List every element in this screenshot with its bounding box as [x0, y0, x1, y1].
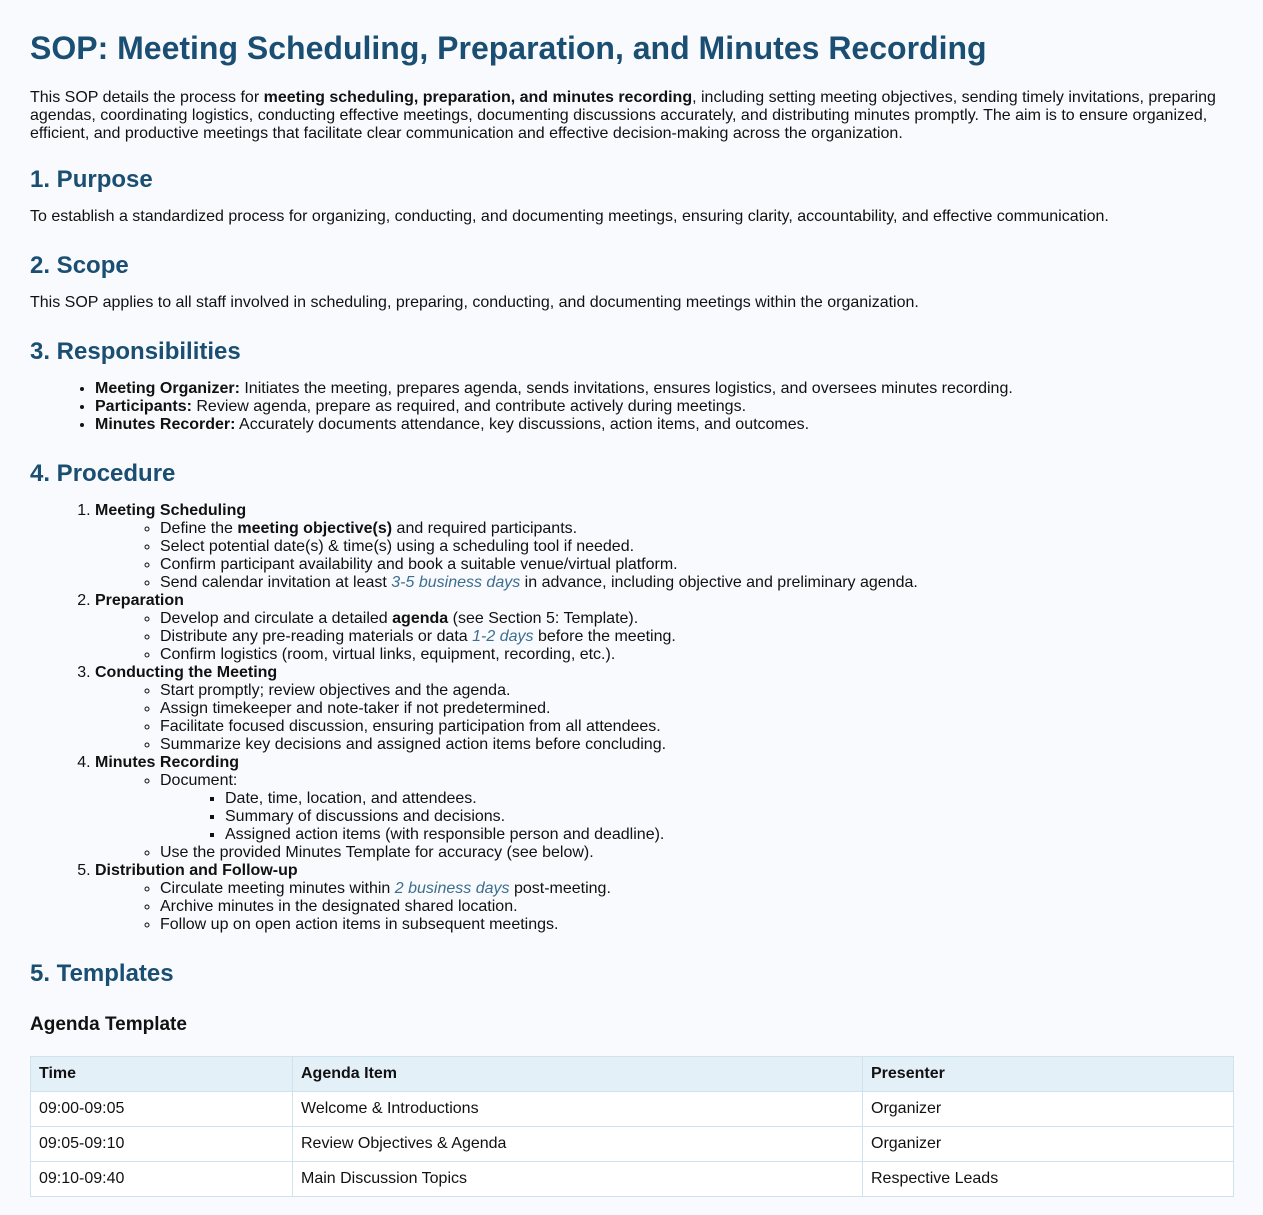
list-item: ◦ Summarize key decisions and assigned action items before concluding.	[160, 736, 1233, 754]
purpose-text: To establish a standardized process for organizing, conducting, and documenting meetings, ensuring clarity, accountability, and effective communication.	[30, 208, 1109, 225]
list-item: ◦ Use the provided Minutes Template for accuracy (see below).	[160, 844, 1233, 862]
list-item: ◦ Facilitate focused discussion, ensuring participation from all attendees.	[160, 718, 1233, 736]
list-item	[160, 628, 1233, 646]
role-description: Review agenda, prepare as required, and contribute actively during meetings.	[191, 398, 747, 415]
step-title: Meeting Scheduling	[95, 502, 247, 519]
table-cell: Organizer	[863, 1092, 1234, 1127]
list-item: ▪ Date, time, location, and attendees.	[225, 790, 1233, 808]
responsibilities-list	[30, 380, 1233, 434]
intro-text-bold: meeting scheduling, preparation, and minutes recording	[263, 89, 693, 106]
procedure-step	[95, 664, 1233, 754]
item-emphasis: 3-5 business days	[391, 574, 521, 591]
role-label: Meeting Organizer:	[95, 380, 240, 397]
step-substeps	[95, 682, 1233, 754]
table-cell: Review Objectives & Agenda	[293, 1127, 863, 1162]
page-title: SOP: Meeting Scheduling, Preparation, and Minutes Recording	[30, 30, 987, 66]
procedure-step	[95, 862, 1233, 934]
list-item	[160, 880, 1233, 898]
list-item: ◦ Assign timekeeper and note-taker if not predetermined.	[160, 700, 1233, 718]
agenda-table	[30, 1056, 1234, 1197]
list-item: ◦ Archive minutes in the designated shared location.	[160, 898, 1233, 916]
item-text: before the meeting.	[533, 628, 676, 645]
step-substeps	[95, 520, 1233, 592]
table-cell: 09:10-09:40	[31, 1162, 293, 1197]
procedure-step	[95, 502, 1233, 592]
item-text: in advance, including objective and preliminary agenda.	[520, 574, 918, 591]
scope-text: This SOP applies to all staff involved in scheduling, preparing, conducting, and documenting meetings within the organization.	[30, 294, 919, 311]
responsibilities-heading: 3. Responsibilities	[30, 338, 241, 365]
intro-paragraph	[30, 89, 1233, 143]
step-substeps	[95, 610, 1233, 664]
list-item: ▪ Assigned action items (with responsible person and deadline).	[225, 826, 1233, 844]
step-title: Conducting the Meeting	[95, 664, 278, 681]
table-row	[31, 1127, 1234, 1162]
step-title: Distribution and Follow-up	[95, 862, 298, 879]
item-text: and required participants.	[392, 520, 578, 537]
table-row	[31, 1092, 1234, 1127]
templates-heading: 5. Templates	[30, 960, 174, 987]
list-item	[95, 416, 1233, 434]
list-item	[160, 520, 1233, 538]
table-cell: 09:05-09:10	[31, 1127, 293, 1162]
item-text: post-meeting.	[509, 880, 611, 897]
role-description: Accurately documents attendance, key discussions, action items, and outcomes.	[235, 416, 810, 433]
list-item: ▪ Summary of discussions and decisions.	[225, 808, 1233, 826]
table-cell: Welcome & Introductions	[293, 1092, 863, 1127]
list-item	[95, 398, 1233, 416]
table-cell: Main Discussion Topics	[293, 1162, 863, 1197]
intro-text-pre: This SOP details the process for	[30, 89, 264, 106]
item-text: (see Section 5: Template).	[448, 610, 639, 627]
step-title: Preparation	[95, 592, 184, 609]
step-substeps	[95, 772, 1233, 862]
purpose-heading: 1. Purpose	[30, 166, 153, 193]
list-item: ◦ Follow up on open action items in subsequent meetings.	[160, 916, 1233, 934]
list-item	[160, 610, 1233, 628]
scope-heading: 2. Scope	[30, 252, 129, 279]
step-title: Minutes Recording	[95, 754, 240, 771]
list-item	[160, 574, 1233, 592]
list-item	[160, 772, 1233, 844]
table-header-row	[31, 1057, 1234, 1092]
list-item: ◦ Confirm logistics (room, virtual links, equipment, recording, etc.).	[160, 646, 1233, 664]
table-row	[31, 1162, 1234, 1197]
table-cell: Organizer	[863, 1127, 1234, 1162]
role-label: Minutes Recorder:	[95, 416, 236, 433]
list-item	[95, 380, 1233, 398]
intro-text-post: , including setting meeting objectives, sending timely invitations, preparing agendas, coordinating logistics, conducting effective meetings, documenting discussions accurately, and distributing minutes promptly. The aim is to ensure organized, efficient, and productive meetings that facilitate clear communication and effective decision-making across the organization.	[30, 89, 1216, 142]
item-bold: agenda	[392, 610, 449, 627]
list-item: ◦ Confirm participant availability and book a suitable venue/virtual platform.	[160, 556, 1233, 574]
list-item: ◦ Select potential date(s) & time(s) using a scheduling tool if needed.	[160, 538, 1233, 556]
procedure-heading: 4. Procedure	[30, 460, 176, 487]
role-label: Participants:	[95, 398, 192, 415]
procedure-step	[95, 592, 1233, 664]
item-text: Define the	[160, 520, 238, 537]
table-cell: 09:00-09:05	[31, 1092, 293, 1127]
item-emphasis: 2 business days	[394, 880, 510, 897]
column-header-presenter: Presenter	[863, 1057, 1234, 1092]
column-header-time: Time	[31, 1057, 293, 1092]
column-header-agenda-item: Agenda Item	[293, 1057, 863, 1092]
item-text: Distribute any pre-reading materials or data	[160, 628, 473, 645]
document-items	[160, 790, 1233, 844]
document-label: Document:	[160, 772, 238, 789]
item-text: Develop and circulate a detailed	[160, 610, 393, 627]
agenda-template-heading: Agenda Template	[30, 1014, 187, 1035]
procedure-step	[95, 754, 1233, 862]
item-text: Send calendar invitation at least	[160, 574, 392, 591]
item-text: Circulate meeting minutes within	[160, 880, 395, 897]
step-substeps	[95, 880, 1233, 934]
item-emphasis: 1-2 days	[472, 628, 534, 645]
table-cell: Respective Leads	[863, 1162, 1234, 1197]
list-item: ◦ Start promptly; review objectives and the agenda.	[160, 682, 1233, 700]
item-bold: meeting objective(s)	[237, 520, 393, 537]
role-description: Initiates the meeting, prepares agenda, sends invitations, ensures logistics, and oversees minutes recording.	[239, 380, 1013, 397]
procedure-steps	[30, 502, 1233, 934]
